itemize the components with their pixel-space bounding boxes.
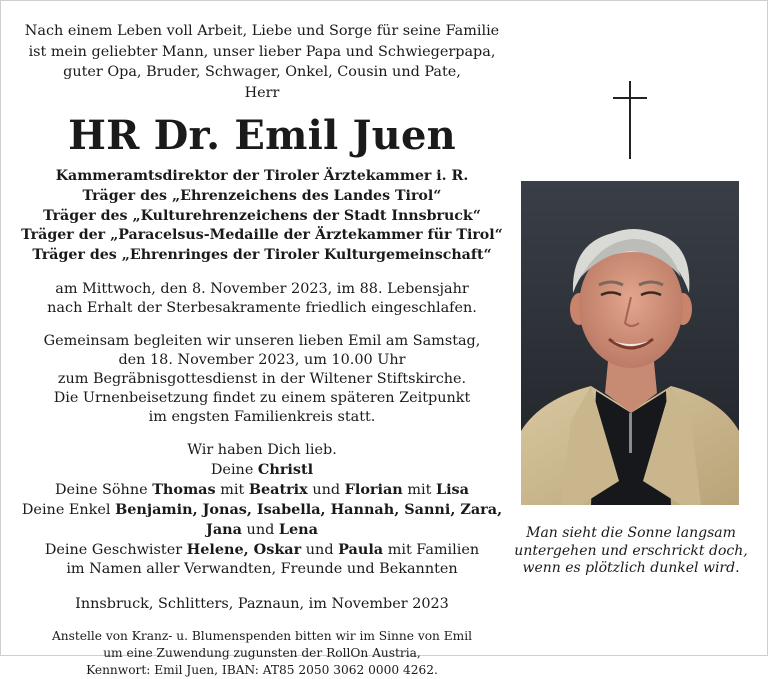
siblings-prefix: Deine Geschwister	[44, 541, 183, 558]
sibling-names: Helene, Oskar	[186, 540, 302, 558]
intro-text	[19, 21, 505, 103]
siblings-line	[19, 540, 505, 560]
obituary-text-column	[19, 21, 505, 679]
funeral-line: Gemeinsam begleiten wir unseren lieben Emil am Samstag,	[43, 332, 481, 349]
connector: und	[312, 481, 341, 498]
wife-line	[19, 460, 505, 480]
grandchild-name: Jana	[206, 520, 242, 538]
honor-line: Träger des „Ehrenringes der Tiroler Kulturgemeinschaft“	[32, 247, 492, 264]
donation-line: Anstelle von Kranz- u. Blumenspenden bitten wir im Sinne von Emil	[51, 628, 473, 643]
intro-line: ist mein geliebter Mann, unser lieber Papa und Schwiegerpapa,	[28, 43, 496, 60]
partner-name: Lisa	[435, 480, 469, 498]
memorial-quote	[509, 525, 753, 578]
grandchildren-line-2	[19, 520, 505, 540]
honor-line: Träger der „Paracelsus-Medaille der Ärztekammer für Tirol“	[21, 227, 503, 244]
intro-line: guter Opa, Bruder, Schwager, Onkel, Cousin und Pate,	[63, 64, 461, 80]
intro-line: Nach einem Leben voll Arbeit, Liebe und Sorge für seine Familie	[24, 23, 500, 39]
donation-line: um eine Zuwendung zugunsten der RollOn Austria,	[103, 645, 421, 660]
grandchildren-line	[19, 500, 505, 520]
cross-icon	[613, 81, 647, 159]
funeral-line: Die Urnenbeisetzung findet zu einem späteren Zeitpunkt	[53, 389, 471, 406]
grandchild-name: Lena	[278, 520, 318, 538]
sons-prefix: Deine Söhne	[55, 481, 148, 498]
funeral-line: zum Begräbnisgottesdienst in der Wiltener Stiftskirche.	[57, 370, 467, 387]
sibling-name: Paula	[338, 540, 384, 558]
connector: mit	[407, 481, 432, 498]
mourners-list	[19, 441, 505, 579]
siblings-suffix: mit Familien	[387, 541, 480, 558]
death-line: nach Erhalt der Sterbesakramente friedlich eingeschlafen.	[47, 299, 477, 316]
funeral-line: im engsten Familienkreis statt.	[148, 408, 376, 425]
honor-line: Kammeramtsdirektor der Tiroler Ärztekammer i. R.	[55, 168, 469, 184]
honors-list	[19, 167, 505, 266]
intro-line: Herr	[244, 84, 280, 101]
donation-note	[19, 628, 505, 679]
quote-line: wenn es plötzlich dunkel wird.	[522, 560, 740, 576]
place-date: Innsbruck, Schlitters, Paznaun, im November 2023	[75, 595, 449, 612]
son-name: Florian	[344, 480, 403, 498]
death-announcement	[19, 280, 505, 318]
portrait-photo	[521, 181, 739, 505]
honor-line: Träger des „Ehrenzeichens des Landes Tirol“	[82, 187, 442, 204]
funeral-line: den 18. November 2023, um 10.00 Uhr	[118, 351, 406, 368]
connector: und	[305, 541, 334, 558]
partner-name: Beatrix	[248, 480, 308, 498]
son-name: Thomas	[152, 480, 216, 498]
deceased-name: HR Dr. Emil Juen	[68, 112, 456, 159]
quote-line: untergehen und erschrickt doch,	[514, 542, 748, 559]
quote-line: Man sieht die Sonne langsam	[526, 525, 736, 541]
relatives-line: im Namen aller Verwandten, Freunde und Bekannten	[66, 560, 458, 577]
connector: und	[246, 521, 275, 538]
donation-line: Kennwort: Emil Juen, IBAN: AT85 2050 3062 0000 4262.	[86, 662, 438, 677]
funeral-details	[19, 332, 505, 427]
love-line: Wir haben Dich lieb.	[187, 441, 337, 458]
connector: mit	[220, 481, 245, 498]
sons-line	[19, 480, 505, 500]
grandchildren-prefix: Deine Enkel	[21, 501, 111, 518]
death-line: am Mittwoch, den 8. November 2023, im 88. Lebensjahr	[55, 280, 469, 297]
wife-name: Christl	[257, 460, 314, 478]
grandchildren-names: Benjamin, Jonas, Isabella, Hannah, Sanni, Zara,	[115, 500, 503, 518]
honor-line: Träger des „Kulturehrenzeichens der Stadt Innsbruck“	[43, 207, 481, 224]
wife-prefix: Deine	[210, 461, 254, 478]
